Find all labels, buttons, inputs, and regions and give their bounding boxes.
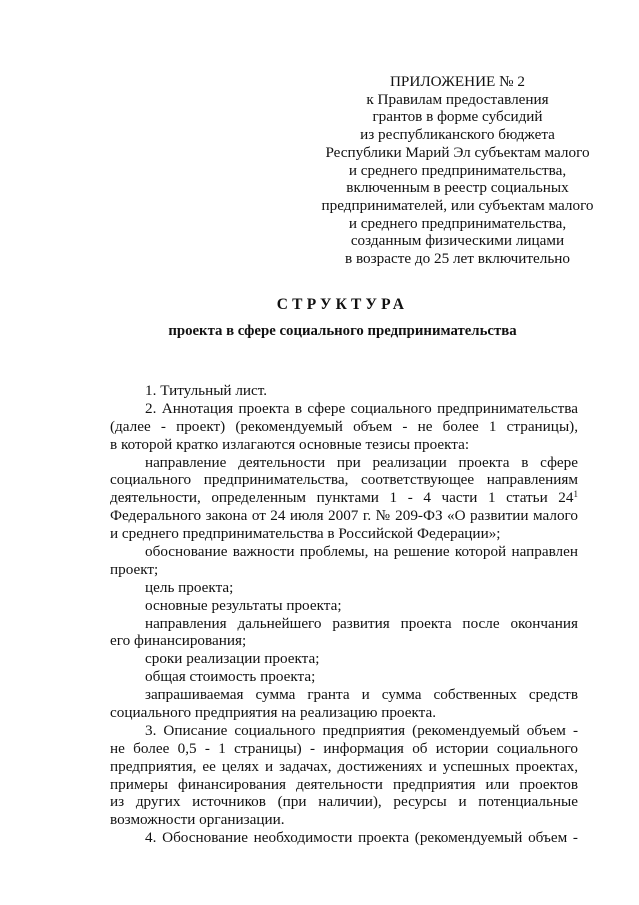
appendix-line: ПРИЛОЖЕНИЕ № 2 — [389, 73, 526, 90]
text-line: социального предпринимательства, соответствующее направлениям — [110, 471, 578, 489]
appendix-line: включенным в реестр социальных — [346, 179, 569, 197]
text-line: сроки реализации проекта; — [145, 650, 320, 668]
text-line: основные результаты проекта; — [145, 596, 342, 614]
text-fragment: деятельности, определенным пунктами 1 - 4 части 1 статьи 24 — [110, 489, 574, 507]
text-line: (далее - проект) (рекомендуемый объем - не более 1 страницы), — [110, 417, 578, 435]
text-line: цель проекта; — [145, 578, 234, 596]
text-line: не более 0,5 - 1 страницы) - информация об истории социального — [110, 739, 578, 757]
text-line: направление деятельности при реализации проекта в сфере — [145, 453, 578, 471]
text-line: запрашиваемая сумма гранта и сумма собственных средств — [145, 686, 578, 704]
text-line: обоснование важности проблемы, на решение которой направлен — [145, 543, 578, 561]
text-line: примеры финансирования деятельности предприятия или проектов — [110, 775, 578, 793]
appendix-line: предпринимателей, или субъектам малого — [321, 196, 594, 214]
appendix-header — [300, 73, 615, 268]
appendix-line: созданным физическими лицами — [350, 232, 565, 250]
text-line: социального предприятия на реализацию проекта. — [110, 704, 436, 722]
appendix-line: в возрасте до 25 лет включительно — [344, 250, 570, 268]
document-body — [110, 382, 578, 847]
text-line: 1. Титульный лист. — [145, 382, 268, 399]
text-line: предприятия, ее целях и задачах, достижениях и успешных проектах, — [110, 757, 578, 775]
text-line: 2. Аннотация проекта в сфере социального предпринимательства — [145, 399, 578, 417]
text-line: из других источников (при наличии), ресурсы и потенциальные — [110, 793, 578, 811]
appendix-line: из республиканского бюджета — [360, 126, 555, 144]
text-line — [110, 489, 578, 507]
text-line: общая стоимость проекта; — [145, 668, 316, 686]
text-line: 3. Описание социального предприятия (рекомендуемый объем - — [145, 721, 578, 739]
text-line: Федерального закона от 24 июля 2007 г. № 209-ФЗ «О развитии малого — [110, 507, 578, 525]
text-line: направления дальнейшего развития проекта после окончания — [145, 614, 578, 632]
appendix-line: и среднего предпринимательства, — [348, 214, 567, 232]
superscript: 1 — [573, 489, 578, 500]
text-line: 4. Обоснование необходимости проекта (рекомендуемый объем - — [145, 829, 578, 847]
document-subtitle: проекта в сфере социального предпринимательства — [168, 323, 517, 339]
appendix-line: Республики Марий Эл субъектам малого — [325, 143, 590, 161]
document-title: СТРУКТУРА — [276, 296, 409, 313]
text-line: в которой кратко излагаются основные тезисы проекта: — [110, 435, 470, 453]
appendix-line: и среднего предпринимательства, — [348, 161, 567, 179]
appendix-line: грантов в форме субсидий — [372, 108, 543, 126]
appendix-line: к Правилам предоставления — [366, 90, 549, 108]
text-line: и среднего предпринимательства в Российской Федерации»; — [110, 525, 501, 543]
text-line: его финансирования; — [110, 632, 247, 650]
text-line: проект; — [110, 560, 159, 578]
text-line: возможности организации. — [110, 811, 285, 829]
